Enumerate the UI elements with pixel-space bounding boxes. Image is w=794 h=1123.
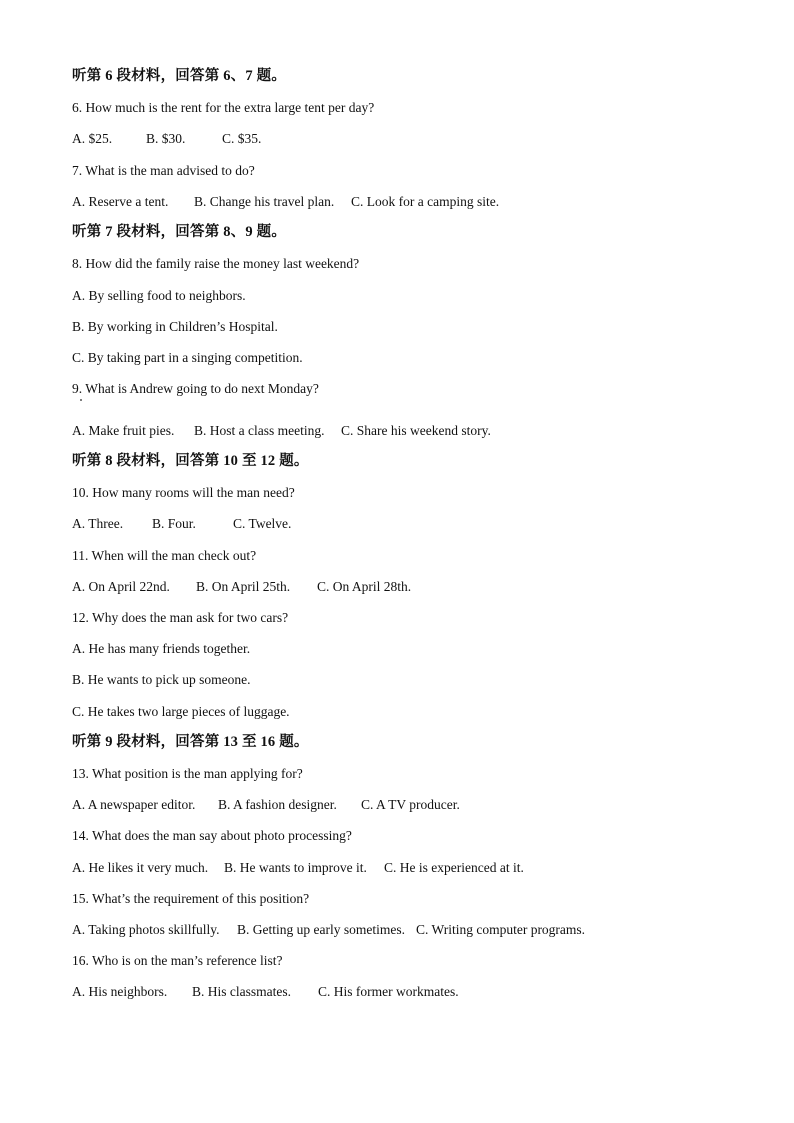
option-c: C. $35.: [222, 131, 262, 146]
option-c: C. Writing computer programs.: [416, 922, 586, 937]
option-a: A. On April 22nd.: [72, 579, 170, 594]
option-b: B. He wants to pick up someone.: [72, 672, 251, 687]
option-b: B. Change his travel plan.: [194, 194, 335, 209]
option-b: B. A fashion designer.: [218, 797, 337, 812]
option-a: A. He has many friends together.: [72, 641, 251, 656]
option-c: C. Look for a camping site.: [351, 194, 500, 209]
option-a: A. He likes it very much.: [72, 860, 209, 875]
option-b: B. He wants to improve it.: [224, 860, 367, 875]
question-text: 16. Who is on the man’s reference list?: [72, 953, 283, 968]
option-a: A. Reserve a tent.: [72, 194, 169, 209]
option-c: C. Share his weekend story.: [341, 423, 491, 438]
question-text: 9. What is Andrew going to do next Monday?: [72, 381, 319, 396]
option-b: B. By working in Children’s Hospital.: [72, 319, 278, 334]
question-text: 15. What’s the requirement of this position?: [72, 891, 310, 906]
option-b: B. On April 25th.: [196, 579, 291, 594]
question-text: 14. What does the man say about photo processing?: [72, 828, 352, 843]
option-c: C. By taking part in a singing competition.: [72, 350, 303, 365]
option-a: A. A newspaper editor.: [72, 797, 196, 812]
option-a: A. Three.: [72, 516, 124, 531]
question-text: 12. Why does the man ask for two cars?: [72, 610, 289, 625]
option-a: A. $25.: [72, 131, 113, 146]
option-c: C. He is experienced at it.: [384, 860, 524, 875]
section-heading: 听第 7 段材料，回答第 8、9 题。: [72, 224, 287, 240]
question-text: 10. How many rooms will the man need?: [72, 485, 295, 500]
question-text: 13. What position is the man applying for?: [72, 766, 303, 781]
option-b: B. Four.: [152, 516, 196, 531]
question-text: 7. What is the man advised to do?: [72, 163, 255, 178]
section-heading: 听第 8 段材料，回答第 10 至 12 题。: [72, 453, 309, 469]
option-c: C. Twelve.: [233, 516, 292, 531]
option-b: B. His classmates.: [192, 984, 291, 999]
option-a: A. Make fruit pies.: [72, 423, 175, 438]
option-c: C. His former workmates.: [318, 984, 459, 999]
option-c: C. On April 28th.: [317, 579, 412, 594]
option-a: A. His neighbors.: [72, 984, 168, 999]
option-a: A. Taking photos skillfully.: [72, 922, 220, 937]
question-text: 8. How did the family raise the money last weekend?: [72, 256, 360, 271]
option-b: B. Host a class meeting.: [194, 423, 325, 438]
option-a: A. By selling food to neighbors.: [72, 288, 246, 303]
option-b: B. $30.: [146, 131, 186, 146]
option-c: C. He takes two large pieces of luggage.: [72, 704, 290, 719]
section-heading: 听第 9 段材料，回答第 13 至 16 题。: [72, 734, 309, 750]
option-b: B. Getting up early sometimes.: [237, 922, 405, 937]
question-text: 11. When will the man check out?: [72, 548, 257, 563]
question-text: 6. How much is the rent for the extra large tent per day?: [72, 100, 375, 115]
stray-dot-mark: [80, 399, 82, 401]
option-c: C. A TV producer.: [361, 797, 460, 812]
section-heading: 听第 6 段材料，回答第 6、7 题。: [72, 68, 287, 84]
